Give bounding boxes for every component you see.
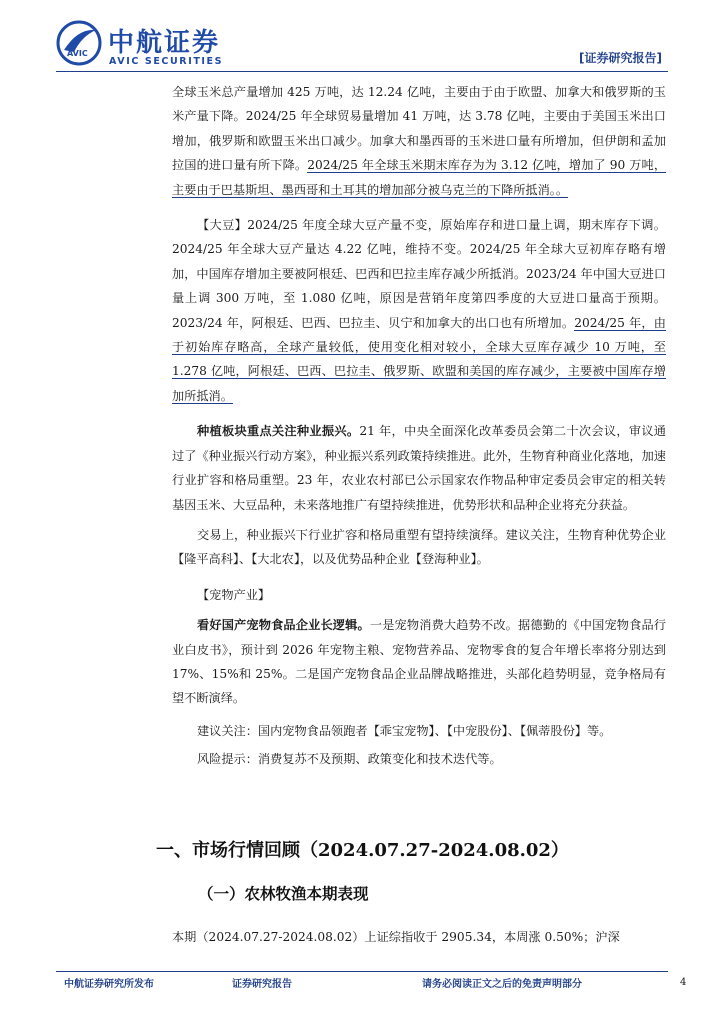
footer-report-type: 证券研究报告: [232, 979, 292, 990]
risk-paragraph: 风险提示：消费复苏不及预期、政策变化和技术迭代等。: [197, 752, 502, 767]
logo-mark-text: AVIC: [67, 49, 88, 58]
report-body: [172, 80, 666, 772]
footer-disclaimer: 请务必阅读正文之后的免责声明部分: [422, 979, 582, 990]
subsection-heading-performance: （一）农林牧渔本期表现: [198, 884, 369, 903]
header-divider: [56, 71, 668, 72]
pet-lead: 看好国产宠物食品企业长逻辑。: [197, 618, 370, 633]
advice-paragraph: 建议关注：国内宠物食品领跑者【乖宝宠物】、【中宠股份】、【佩蒂股份】等。: [197, 723, 612, 738]
seed-lead: 种植板块重点关注种业振兴。: [197, 424, 360, 439]
corn-text: 全球玉米总产量增加 425 万吨，达 12.24 亿吨，主要由于由于欧盟、加拿大和俄罗斯的玉米产量下降。2024/25 年全球贸易量增加 41 万吨，达 3.78 亿吨，主要由于美国玉米出口增加，俄罗斯和欧盟玉米出口减少。加拿大和墨西哥的玉米进口量有所增加，但伊朗和孟加拉国的进口量有所下降。: [172, 85, 666, 173]
pet-paragraph: [172, 613, 666, 711]
page-header: [0, 0, 724, 80]
footer-publisher: 中航证券研究所发布: [64, 979, 154, 990]
page-number: 4: [680, 977, 687, 988]
logo-english-name: AVIC SECURITIES: [109, 56, 224, 67]
trade-paragraph: 交易上，种业振兴下行业扩容和格局重塑有望持续演绎。建议关注，生物育种优势企业【隆平高科】、【大北农】，以及优势品种企业【登海种业】。: [172, 527, 666, 567]
seed-text: 21 年，中央全面深化改革委员会第二十次会议，审议通过了《种业振兴行动方案》，种业振兴系列政策持续推进。此外，生物育种商业化落地，加速行业扩容和格局重塑。23 年，农业农村部已公示国家农作物品种审定委员会审定的相关转基因玉米、大豆品种，未来落地推广有望持续推进，优势形状和品种企业将充分获益。: [172, 424, 666, 512]
soybean-text: 【大豆】2024/25 年度全球大豆产量不变，原始库存和进口量上调，期末库存下调。2024/25 年全球大豆产量达 4.22 亿吨，维持不变。2024/25 年全球大豆初库存略有增加，中国库存增加主要被阿根廷、巴西和巴拉圭库存减少所抵消。2023/24 年中国大豆进口量上调 300 万吨，至 1.080 亿吨，原因是营销年度第四季度的大豆进口量高于预期。2023/24 年，阿根廷、巴西、巴拉圭、贝宁和加拿大的出口也有所增加。: [172, 218, 666, 330]
soybean-underlined-text: 2024/25 年，由于初始库存略高，全球产量较低，使用变化相对较小，全球大豆库存减少 10 万吨，至 1.278 亿吨，阿根廷、巴西、巴拉圭、俄罗斯、欧盟和美国的库存减少，主要被中国库存增加所抵消。: [172, 315, 666, 403]
logo-chinese-name: 中航证券: [108, 28, 221, 58]
pet-section-title: 【宠物产业】: [197, 587, 271, 602]
avic-logo-icon: [56, 20, 102, 66]
seed-paragraph: [172, 419, 666, 517]
corn-paragraph: [172, 80, 666, 202]
pet-text: 一是宠物消费大趋势不改。据德勤的《中国宠物食品行业白皮书》，预计到 2026 年宠物主粮、宠物营养品、宠物零食的复合年增长率将分别达到 17%、15%和 25%。二是国产宠物食品企业品牌战略推进，头部化趋势明显，竞争格局有望不断演绎。: [172, 618, 667, 706]
corn-underlined-text: 2024/25 年全球玉米期末库存为为 3.12 亿吨，增加了 90 万吨，主要由于巴基斯坦、墨西哥和土耳其的增加部分被乌克兰的下降所抵消。。: [172, 158, 667, 197]
footer-divider: [56, 971, 668, 972]
section-heading-market-review: 一、市场行情回顾（2024.07.27-2024.08.02）: [156, 840, 569, 861]
report-type-tag: [证券研究报告]: [579, 51, 662, 65]
soybean-paragraph: [172, 213, 666, 408]
market-review-paragraph: 本期（2024.07.27-2024.08.02）上证综指收于 2905.34，本周涨 0.50%；沪深: [172, 930, 620, 944]
company-logo: [56, 20, 256, 70]
